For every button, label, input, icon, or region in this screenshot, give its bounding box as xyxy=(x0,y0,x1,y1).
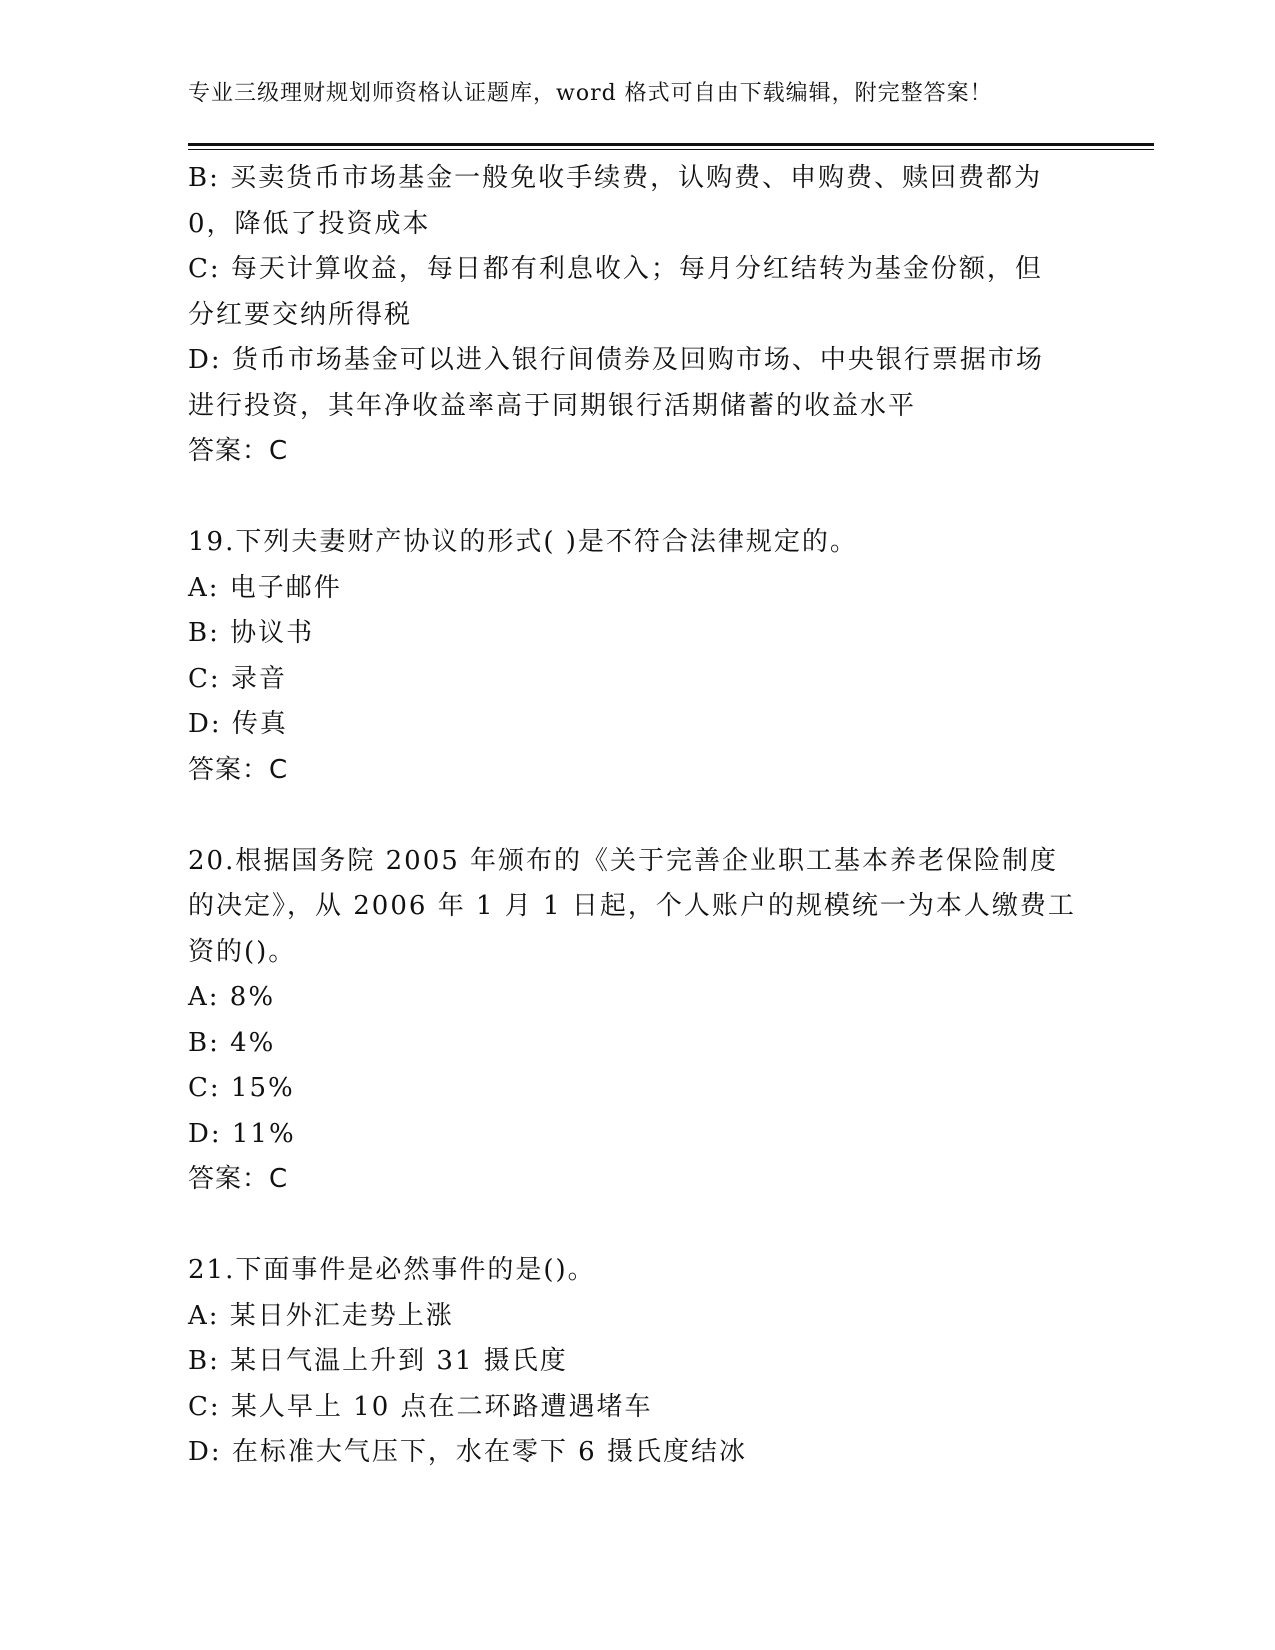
option-d-line-1: D: 货币市场基金可以进入银行间债券及回购市场、中央银行票据市场 xyxy=(188,345,1044,375)
question-21 xyxy=(188,1248,1088,1476)
question-20 xyxy=(188,839,1088,1203)
question-stem-line-3: 资的()。 xyxy=(188,936,297,967)
option-c-line-2: 分红要交纳所得税 xyxy=(188,299,413,330)
option-a: A: 8% xyxy=(188,982,276,1012)
option-c: C: 15% xyxy=(188,1073,295,1103)
header-rule-thick xyxy=(188,143,1154,146)
option-c: C: 某人早上 10 点在二环路遭遇堵车 xyxy=(188,1391,653,1422)
answer-line: 答案：C xyxy=(188,1164,289,1194)
option-a: A: 某日外汇走势上涨 xyxy=(188,1300,454,1331)
page-header: 专业三级理财规划师资格认证题库，word 格式可自由下载编辑，附完整答案！ xyxy=(188,81,993,106)
option-b-line-2: 0，降低了投资成本 xyxy=(188,208,431,239)
question-stem-line-2: 的决定》，从 2006 年 1 月 1 日起，个人账户的规模统一为本人缴费工 xyxy=(188,891,1076,921)
spacer xyxy=(188,1203,1088,1249)
option-b: B: 4% xyxy=(188,1027,276,1058)
question-18-continued xyxy=(188,156,1088,475)
option-d: D: 传真 xyxy=(188,709,288,739)
question-stem: 19.下列夫妻财产协议的形式( )是不符合法律规定的。 xyxy=(188,527,858,557)
option-b-line-1: B: 买卖货币市场基金一般免收手续费，认购费、申购费、赎回费都为 xyxy=(188,163,1043,193)
option-c-line-1: C: 每天计算收益，每日都有利息收入；每月分红结转为基金份额，但 xyxy=(188,254,1043,284)
header-rule-thin xyxy=(188,149,1154,150)
option-d-line-2: 进行投资，其年净收益率高于同期银行活期储蓄的收益水平 xyxy=(188,390,917,421)
option-d: D: 在标准大气压下，水在零下 6 摄氏度结冰 xyxy=(188,1437,747,1467)
option-d: D: 11% xyxy=(188,1118,296,1149)
option-b: B: 某日气温上升到 31 摄氏度 xyxy=(188,1346,568,1376)
option-c: C: 录音 xyxy=(188,663,287,694)
option-a: A: 电子邮件 xyxy=(188,572,342,603)
answer-line: 答案：C xyxy=(188,754,289,785)
question-stem: 21.下面事件是必然事件的是()。 xyxy=(188,1255,596,1285)
answer-line: 答案：C xyxy=(188,436,289,466)
document-body xyxy=(188,156,1088,1476)
question-stem-line-1: 20.根据国务院 2005 年颁布的《关于完善企业职工基本养老保险制度 xyxy=(188,845,1059,876)
question-19 xyxy=(188,520,1088,793)
option-b: B: 协议书 xyxy=(188,618,315,648)
spacer xyxy=(188,475,1088,521)
spacer xyxy=(188,793,1088,839)
